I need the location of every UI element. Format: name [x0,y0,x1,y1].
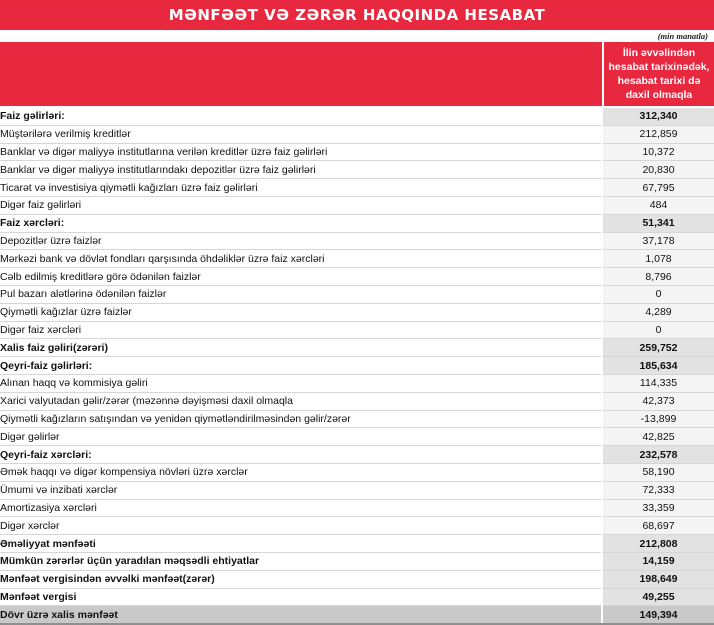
period-column-header: İlin əvvəlindən hesabat tarixinədək, hesabat tarixi də daxil olmaqla [602,42,714,106]
row-value: 232,578 [602,446,714,464]
unit-note: (min manatla) [657,31,708,41]
table-row [0,357,714,375]
row-value: 49,255 [602,588,714,606]
row-label: Dövr üzrə xalis mənfəət [0,606,602,624]
row-label: Amortizasiya xərcləri [0,499,602,517]
row-value: 0 [602,321,714,339]
table-row [0,268,714,286]
table-row [0,570,714,588]
table-row [0,285,714,303]
row-label: Digər faiz xərcləri [0,321,602,339]
table-row [0,428,714,446]
table-row [0,588,714,606]
table-row [0,552,714,570]
table-row [0,606,714,624]
row-value: 259,752 [602,339,714,357]
income-statement-table [0,108,714,625]
row-label: Digər xərclər [0,517,602,535]
table-row [0,108,714,125]
table-row [0,392,714,410]
row-value: 68,697 [602,517,714,535]
table-row [0,446,714,464]
row-label: Xarici valyutadan gəlir/zərər (məzənnə dəyişməsi daxil olmaqla [0,392,602,410]
row-value: 33,359 [602,499,714,517]
row-value: 37,178 [602,232,714,250]
row-label: Mənfəət vergisindən əvvəlki mənfəət(zərər) [0,570,602,588]
row-value: 1,078 [602,250,714,268]
row-value: 8,796 [602,268,714,286]
row-label: Xalis faiz gəliri(zərəri) [0,339,602,357]
row-label: Faiz xərcləri: [0,214,602,232]
row-value: 4,289 [602,303,714,321]
row-value: 312,340 [602,108,714,125]
row-label: Depozitlər üzrə faizlər [0,232,602,250]
row-value: 14,159 [602,552,714,570]
row-label: Ticarət və investisiya qiymətli kağızları üzrə faiz gəlirləri [0,179,602,197]
row-label: Müştərilərə verilmiş kreditlər [0,125,602,143]
table-row [0,214,714,232]
table-row [0,410,714,428]
table-row [0,232,714,250]
table-body [0,108,714,624]
row-label: Əməliyyat mənfəəti [0,535,602,553]
row-label: Pul bazarı alətlərinə ödənilən faizlər [0,285,602,303]
row-label: Mümkün zərərlər üçün yaradılan məqsədli ehtiyatlar [0,552,602,570]
table-row [0,374,714,392]
row-label: Qeyri-faiz xərcləri: [0,446,602,464]
table-row [0,481,714,499]
row-label: Banklar və digər maliyyə institutlarındakı depozitlər üzrə faiz gəlirləri [0,161,602,179]
row-label: Banklar və digər maliyyə institutlarına verilən kreditlər üzrə faiz gəlirləri [0,143,602,161]
row-value: 114,335 [602,374,714,392]
table-row [0,339,714,357]
row-label: Mənfəət vergisi [0,588,602,606]
row-value: 0 [602,285,714,303]
row-label: Faiz gəlirləri: [0,108,602,125]
row-label: Digər faiz gəlirləri [0,196,602,214]
row-label: Digər gəlirlər [0,428,602,446]
table-row [0,535,714,553]
row-label: Qeyri-faiz gəlirləri: [0,357,602,375]
row-value: 20,830 [602,161,714,179]
row-label: Qiymətli kağızlar üzrə faizlər [0,303,602,321]
row-value: 51,341 [602,214,714,232]
row-value: 42,373 [602,392,714,410]
row-value: 198,649 [602,570,714,588]
table-row [0,143,714,161]
row-value: -13,899 [602,410,714,428]
table-row [0,321,714,339]
row-value: 10,372 [602,143,714,161]
table-row [0,517,714,535]
row-label: Əmək haqqı və digər kompensiya növləri üzrə xərclər [0,463,602,481]
row-value: 58,190 [602,463,714,481]
row-label: Ümumi və inzibati xərclər [0,481,602,499]
table-row [0,196,714,214]
table-row [0,250,714,268]
row-value: 484 [602,196,714,214]
row-value: 42,825 [602,428,714,446]
row-value: 212,859 [602,125,714,143]
table-header-band [0,42,714,106]
table-row [0,179,714,197]
row-label: Cəlb edilmiş kreditlərə görə ödənilən faizlər [0,268,602,286]
table-row [0,499,714,517]
table-row [0,161,714,179]
row-label: Mərkəzi bank və dövlət fondları qarşısında öhdəliklər üzrə faiz xərcləri [0,250,602,268]
row-value: 67,795 [602,179,714,197]
row-value: 212,808 [602,535,714,553]
report-title: MƏNFƏƏT VƏ ZƏRƏR HAQQINDA HESABAT [0,0,714,30]
table-row [0,125,714,143]
table-row [0,303,714,321]
row-label: Qiymətli kağızların satışından və yenidən qiymətləndirilməsindən gəlir/zərər [0,410,602,428]
row-label: Alınan haqq və kommisiya gəliri [0,374,602,392]
table-row [0,463,714,481]
row-value: 72,333 [602,481,714,499]
row-value: 185,634 [602,357,714,375]
row-value: 149,394 [602,606,714,624]
